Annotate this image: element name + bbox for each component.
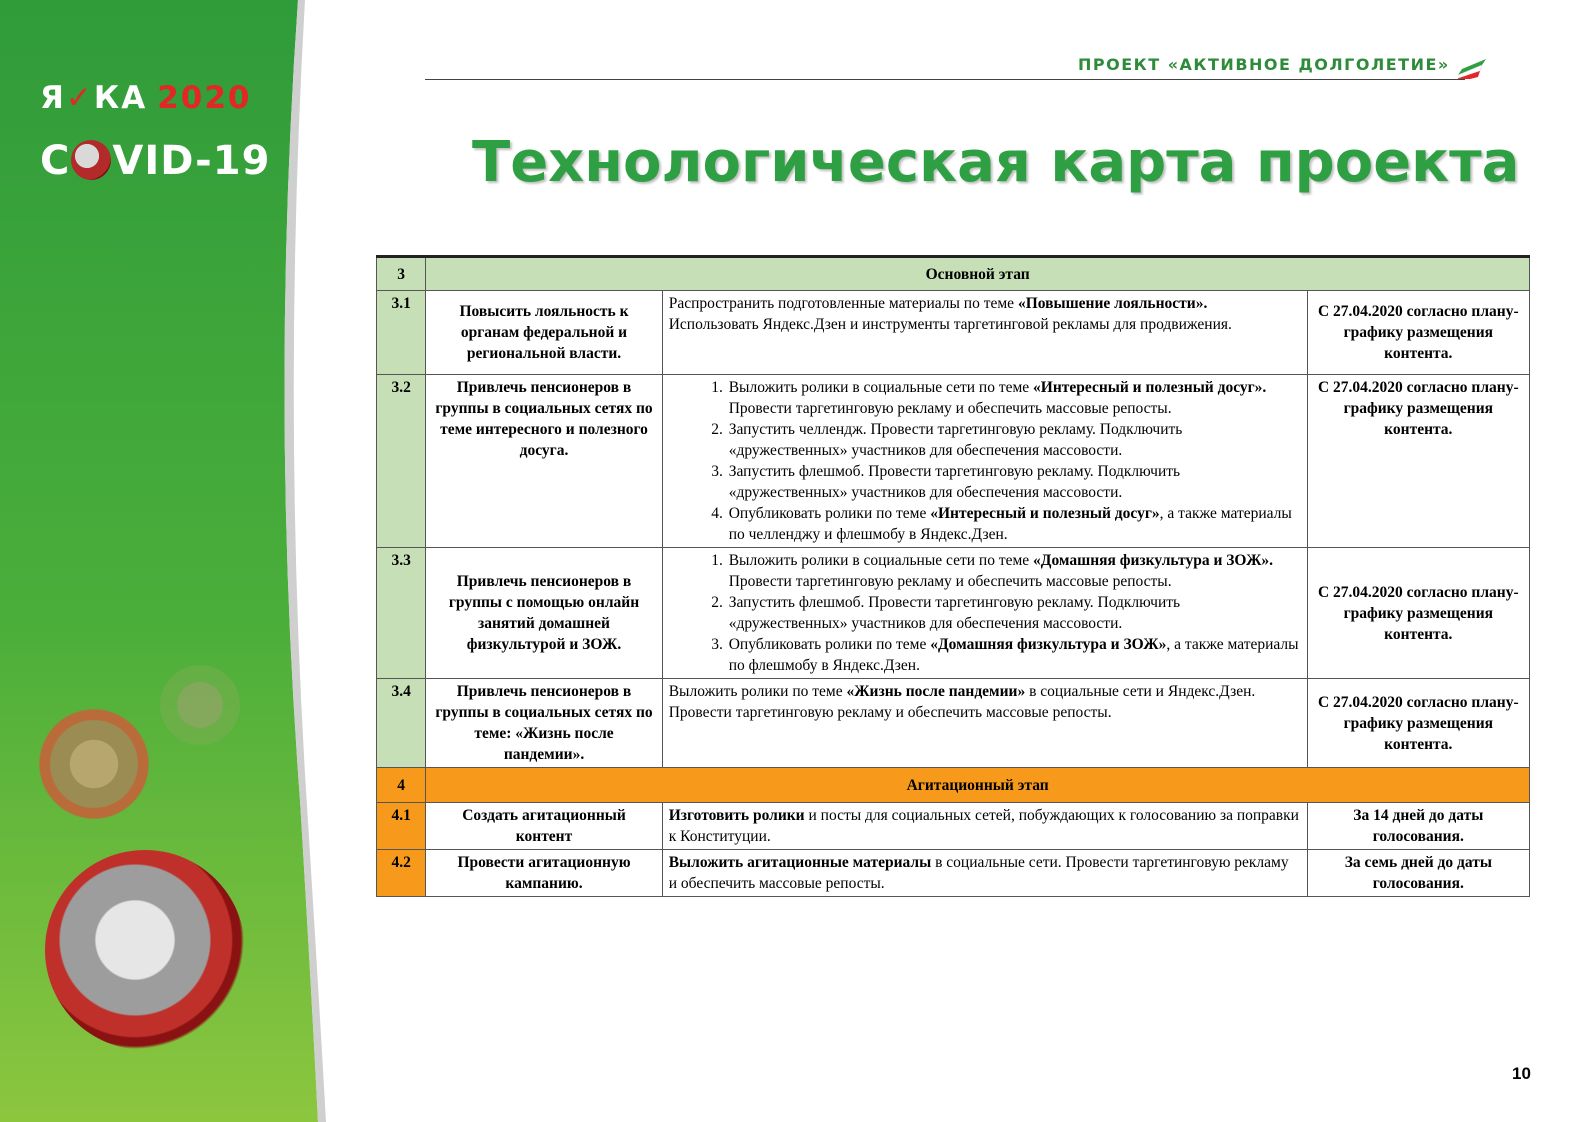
- logo-prefix: Я: [40, 80, 66, 116]
- row-term: С 27.04.2020 согласно плану-графику размещения контента.: [1307, 375, 1529, 548]
- virus-image-small: [38, 708, 150, 820]
- action-list: [669, 550, 1301, 676]
- list-item: 1. Выложить ролики в социальные сети по теме «Интересный и полезный досуг». Провести таргетинговую рекламу и обеспечить массовые репосты.: [727, 377, 1301, 419]
- row-action: [662, 375, 1307, 548]
- stage-row-main: [377, 257, 1530, 291]
- row-action: Распространить подготовленные материалы по теме «Повышение лояльности». Использовать Яндекс.Дзен и инструменты таргетинговой рекламы для продвижения.: [662, 291, 1307, 375]
- list-item: 3. Опубликовать ролики по теме «Домашняя физкультура и ЗОЖ», а также материалы по флешмобу в Яндекс.Дзен.: [727, 634, 1301, 676]
- row-number: 4.1: [377, 803, 426, 850]
- project-name: ПРОЕКТ «АКТИВНОЕ ДОЛГОЛЕТИЕ»: [1078, 55, 1450, 74]
- covid-letter-c: C: [40, 138, 71, 184]
- row-term: С 27.04.2020 согласно плану-графику размещения контента.: [1307, 679, 1529, 768]
- table-row: [377, 679, 1530, 768]
- virus-icon: [71, 140, 111, 180]
- action-list: [669, 377, 1301, 545]
- covid-logo: [40, 138, 270, 184]
- list-item: 2. Запустить челлендж. Провести таргетинговую рекламу. Подключить «дружественных» участников для обеспечения массовости.: [727, 419, 1301, 461]
- list-item: 4. Опубликовать ролики по теме «Интересный и полезный досуг», а также материалы по челленджу и флешмобу в Яндекс.Дзен.: [727, 503, 1301, 545]
- row-number: 3.1: [377, 291, 426, 375]
- logo-suffix: КА: [93, 80, 148, 116]
- row-number: 3.3: [377, 548, 426, 679]
- row-action: Выложить агитационные материалы в социальные сети. Провести таргетинговую рекламу и обеспечить массовые репосты.: [662, 850, 1307, 897]
- row-term: За 14 дней до даты голосования.: [1307, 803, 1529, 850]
- project-plan-table: [376, 255, 1530, 897]
- table-row: [377, 548, 1530, 679]
- row-goal: Привлечь пенсионеров в группы в социальных сетях по теме интересного и полезного досуга.: [426, 375, 662, 548]
- header-divider: [425, 79, 1465, 80]
- page-number: 10: [1512, 1064, 1531, 1083]
- stage-number: 3: [377, 257, 426, 291]
- list-item: 1. Выложить ролики в социальные сети по теме «Домашняя физкультура и ЗОЖ». Провести таргетинговую рекламу и обеспечить массовые репосты.: [727, 550, 1301, 592]
- row-term: С 27.04.2020 согласно плану-графику размещения контента.: [1307, 291, 1529, 375]
- table-row: [377, 803, 1530, 850]
- check-icon: ✓: [65, 80, 94, 116]
- side-panel: [0, 0, 330, 1122]
- row-goal: Провести агитационную кампанию.: [426, 850, 662, 897]
- row-action: Выложить ролики по теме «Жизнь после пандемии» в социальные сети и Яндекс.Дзен. Провести таргетинговую рекламу и обеспечить массовые репосты.: [662, 679, 1307, 768]
- row-goal: Создать агитационный контент: [426, 803, 662, 850]
- stage-label: Агитационный этап: [426, 768, 1530, 803]
- row-action: [662, 548, 1307, 679]
- table-row: [377, 850, 1530, 897]
- row-goal: Привлечь пенсионеров в группы с помощью онлайн занятий домашней физкультурой и ЗОЖ.: [426, 548, 662, 679]
- list-item: 3. Запустить флешмоб. Провести таргетинговую рекламу. Подключить «дружественных» участников для обеспечения массовости.: [727, 461, 1301, 503]
- flag-icon: [1458, 57, 1488, 79]
- virus-image-faded: [160, 665, 240, 745]
- virus-image-large: [45, 850, 245, 1050]
- list-item: 2. Запустить флешмоб. Провести таргетинговую рекламу. Подключить «дружественных» участников для обеспечения массовости.: [727, 592, 1301, 634]
- table-row: [377, 291, 1530, 375]
- page-title: Технологическая карта проекта: [472, 130, 1520, 195]
- row-goal: Привлечь пенсионеров в группы в социальных сетях по теме: «Жизнь после пандемии».: [426, 679, 662, 768]
- row-number: 3.2: [377, 375, 426, 548]
- row-number: 3.4: [377, 679, 426, 768]
- row-term: С 27.04.2020 согласно плану-графику размещения контента.: [1307, 548, 1529, 679]
- stage-row-agitation: [377, 768, 1530, 803]
- logo-year: 2020: [157, 80, 252, 116]
- row-action: Изготовить ролики и посты для социальных сетей, побуждающих к голосованию за поправки к Конституции.: [662, 803, 1307, 850]
- stage-label: Основной этап: [426, 257, 1530, 291]
- row-term: За семь дней до даты голосования.: [1307, 850, 1529, 897]
- row-number: 4.2: [377, 850, 426, 897]
- yavka-logo: [40, 80, 251, 116]
- covid-rest: VID-19: [112, 138, 271, 184]
- table-row: [377, 375, 1530, 548]
- row-goal: Повысить лояльность к органам федеральной и региональной власти.: [426, 291, 662, 375]
- stage-number: 4: [377, 768, 426, 803]
